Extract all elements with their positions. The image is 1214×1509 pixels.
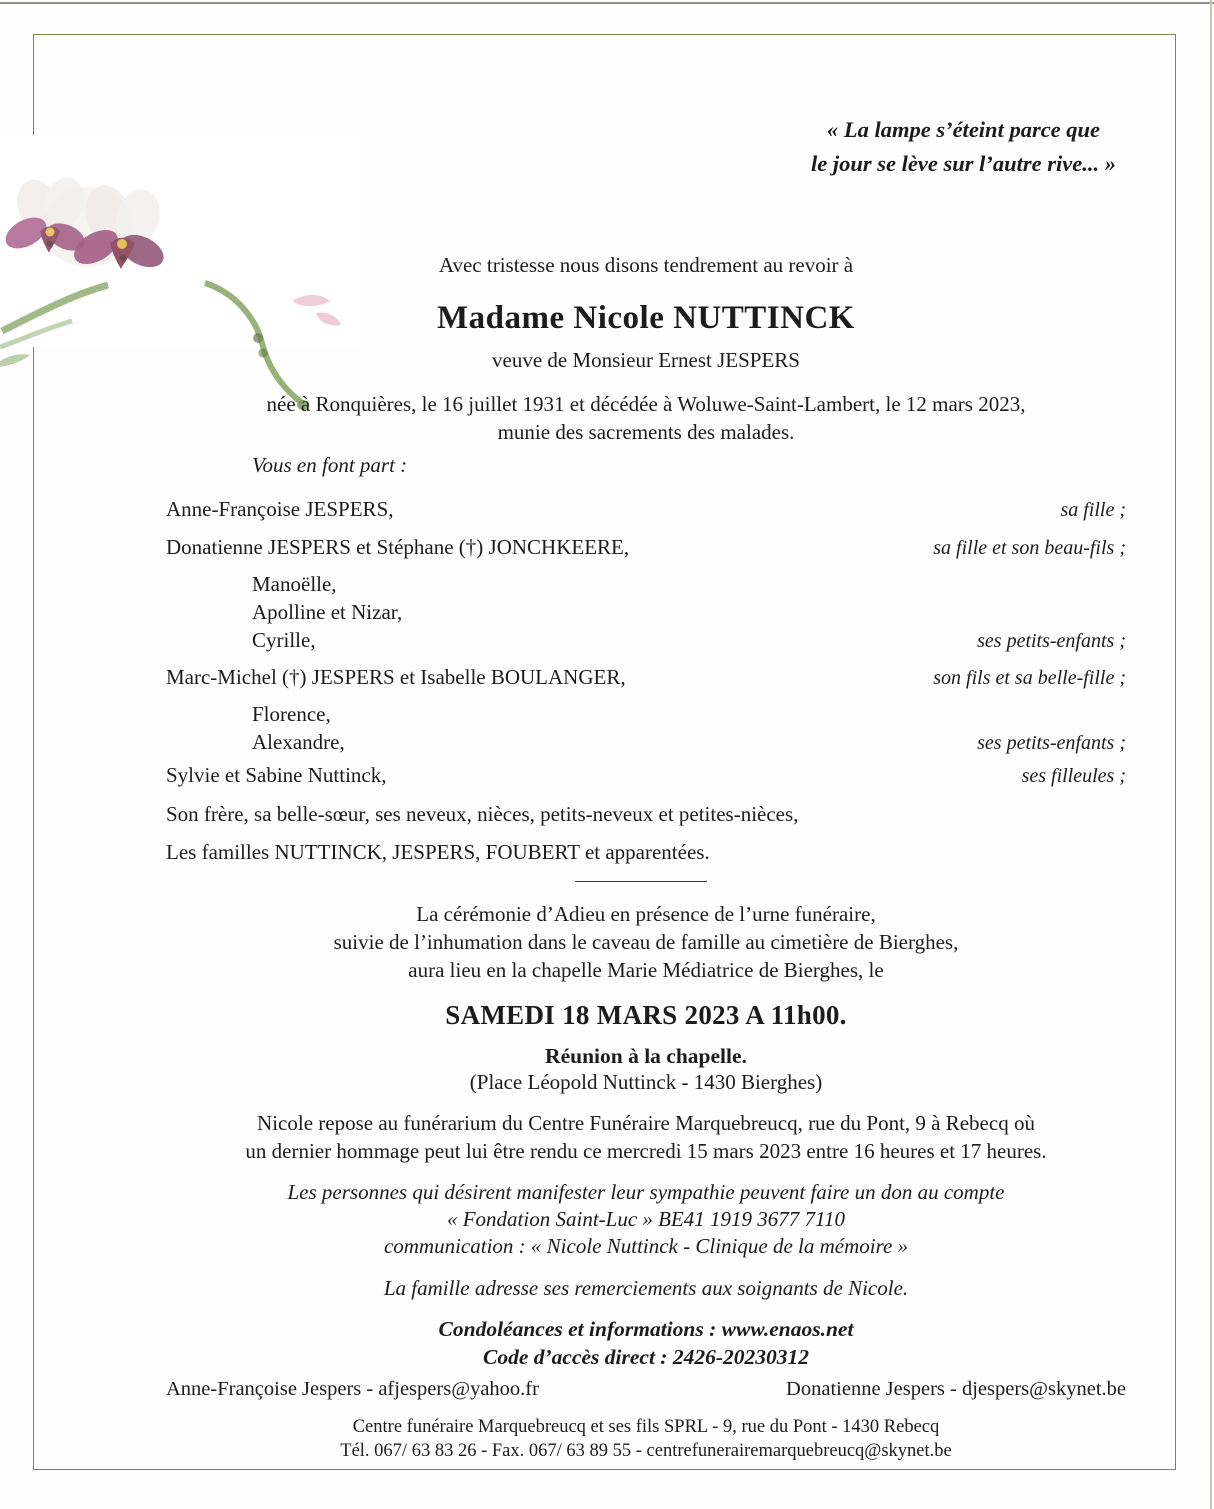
family-row	[166, 801, 1126, 827]
family-row	[166, 701, 1126, 727]
family-row	[166, 762, 1126, 789]
widow-line: veuve de Monsieur Ernest JESPERS	[492, 348, 800, 372]
family-relation: ses petits-enfants ;	[977, 732, 1126, 754]
family-row	[166, 729, 1126, 756]
family-name: Manoëlle,	[252, 572, 337, 596]
quote-line-2: le jour se lève sur l’autre rive... »	[811, 150, 1116, 176]
condolences-access-code: Code d’accès direct : 2426-20230312	[482, 1345, 809, 1369]
repose-line-2: un dernier hommage peut lui être rendu ce mercredi 15 mars 2023 entre 16 heures et 17 heures.	[245, 1139, 1047, 1163]
family-relation: ses filleules ;	[1021, 765, 1126, 787]
scan-edge-right	[1210, 0, 1212, 1509]
family-name: Donatienne JESPERS et Stéphane (†) JONCHKEERE,	[166, 535, 630, 559]
family-row	[166, 496, 1126, 523]
quote-line-1: « La lampe s’éteint parce que	[826, 117, 1101, 142]
family-name: Anne-Françoise JESPERS,	[166, 497, 394, 521]
family-row	[166, 839, 1126, 865]
intro-line: Avec tristesse nous disons tendrement au revoir à	[438, 253, 854, 277]
section-divider	[575, 881, 707, 882]
ceremony-meeting: Réunion à la chapelle.	[545, 1044, 747, 1068]
family-relation: sa fille et son beau-fils ;	[933, 537, 1126, 559]
family-name: Marc-Michel (†) JESPERS et Isabelle BOULANGER,	[166, 665, 626, 689]
family-row	[166, 599, 1126, 625]
donation-line-1: Les personnes qui désirent manifester leur sympathie peuvent faire un don au compte	[287, 1180, 1005, 1204]
deceased-name: Madame Nicole NUTTINCK	[437, 300, 855, 336]
family-name: Son frère, sa belle-sœur, ses neveux, nièces, petits-neveux et petites-nièces,	[166, 802, 799, 826]
family-name: Apolline et Nizar,	[252, 600, 403, 624]
family-row	[166, 664, 1126, 691]
ceremony-line-3: aura lieu en la chapelle Marie Médiatrice de Bierghes, le	[408, 958, 884, 982]
family-relation: ses petits-enfants ;	[977, 630, 1126, 652]
scan-edge-top	[0, 2, 1214, 4]
funeral-home-line-2: Tél. 067/ 63 83 26 - Fax. 067/ 63 89 55 - centrefunerairemarquebreucq@skynet.be	[340, 1441, 952, 1461]
family-name: Cyrille,	[252, 628, 316, 652]
birth-death-line: née à Ronquières, le 16 juillet 1931 et décédée à Woluwe-Saint-Lambert, le 12 mars 2023,	[266, 392, 1026, 416]
family-name: Alexandre,	[252, 730, 345, 754]
funeral-home-line-1: Centre funéraire Marquebreucq et ses fils SPRL - 9, rue du Pont - 1430 Rebecq	[352, 1417, 940, 1437]
repose-line-1: Nicole repose au funérarium du Centre Funéraire Marquebreucq, rue du Pont, 9 à Rebecq où	[257, 1111, 1035, 1135]
contact-right: Donatienne Jespers - djespers@skynet.be	[786, 1378, 1126, 1400]
family-row	[166, 534, 1126, 561]
family-name: Les familles NUTTINCK, JESPERS, FOUBERT et apparentées.	[166, 840, 710, 864]
ceremony-line-2: suivie de l’inhumation dans le caveau de famille au cimetière de Bierghes,	[333, 930, 959, 954]
family-name: Florence,	[252, 702, 331, 726]
ceremony-line-1: La cérémonie d’Adieu en présence de l’urne funéraire,	[416, 902, 876, 926]
contact-row	[166, 1377, 1126, 1403]
sacraments-line: munie des sacrements des malades.	[497, 420, 795, 444]
ceremony-address: (Place Léopold Nuttinck - 1430 Bierghes)	[469, 1070, 823, 1094]
family-row	[166, 627, 1126, 654]
family-relation: son fils et sa belle-fille ;	[933, 667, 1126, 689]
announcement-lead: Vous en font part :	[252, 453, 408, 477]
donation-communication: communication : « Nicole Nuttinck - Clinique de la mémoire »	[383, 1234, 909, 1258]
ceremony-date: SAMEDI 18 MARS 2023 A 11h00.	[445, 1000, 847, 1030]
thanks-line: La famille adresse ses remerciements aux soignants de Nicole.	[383, 1276, 909, 1300]
family-row	[166, 571, 1126, 597]
family-relation: sa fille ;	[1060, 499, 1126, 521]
memorial-quote	[811, 113, 1116, 181]
family-name: Sylvie et Sabine Nuttinck,	[166, 763, 387, 787]
donation-account: « Fondation Saint-Luc » BE41 1919 3677 7110	[446, 1207, 845, 1231]
condolences-website: Condoléances et informations : www.enaos.net	[438, 1317, 854, 1341]
contact-left: Anne-Françoise Jespers - afjespers@yahoo.fr	[166, 1378, 539, 1400]
